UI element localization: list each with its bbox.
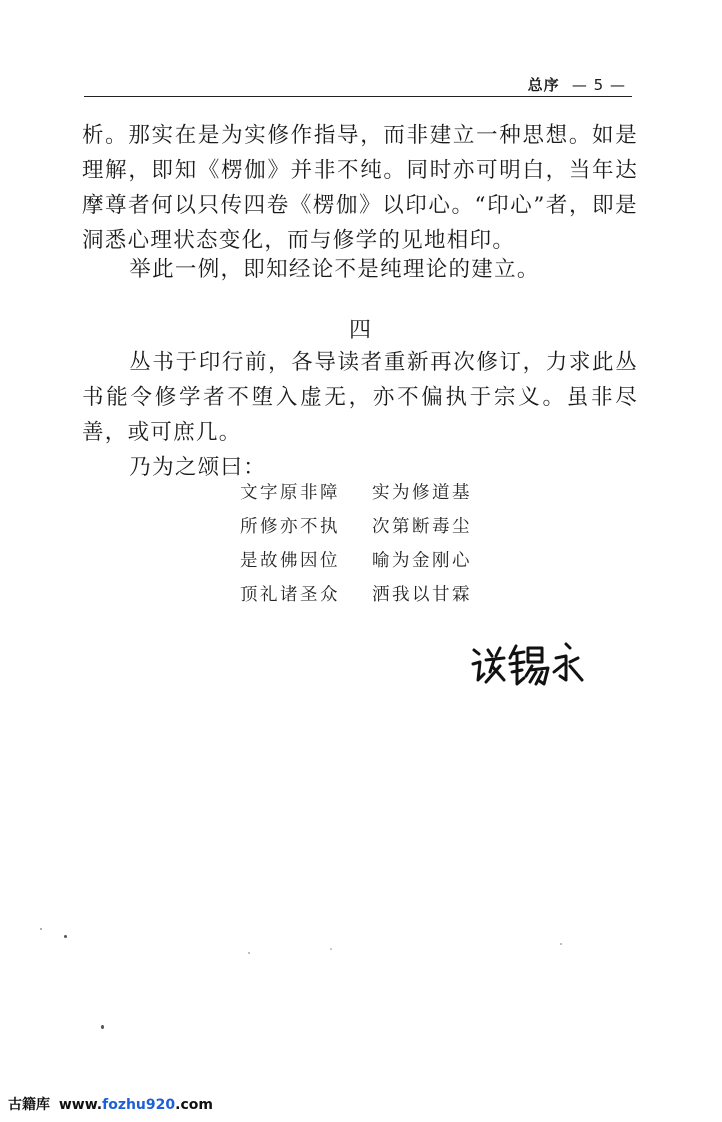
verse-line [240,476,500,510]
scan-speck [101,1025,104,1029]
footer-url: www.fozhu920.com [58,1097,213,1113]
paragraph-text: 丛书于印行前，各导读者重新再次修订，力求此丛书能令修学者不堕入虚无，亦不偏执于宗义。虽非尽善，或可庶几。 [82,350,638,445]
paragraph-text: 举此一例，即知经论不是纯理论的建立。 [129,257,540,282]
paragraph-text: 析。那实在是为实修作指导，而非建立一种思想。如是理解，即知《楞伽》并非不纯。同时亦可明白，当年达摩尊者何以只传四卷《楞伽》以印心。“印心”者，即是洞悉心理状态变化，而与修学的见地相印。 [82,123,638,253]
scan-speck [330,948,332,950]
verse-right: 喻为金刚心 [372,551,472,571]
verse-right: 实为修道基 [372,483,472,503]
page-number: — 5 — [571,76,626,94]
footer-label: 古籍库 [8,1097,50,1113]
verse-left: 是故佛因位 [240,551,340,571]
handwritten-signature [470,636,590,696]
verse-line [240,544,500,578]
section-number: 四 [348,318,373,343]
running-head [528,74,626,95]
scan-speck [64,935,67,938]
paragraph-continuation [82,118,638,258]
paragraph-text: 乃为之颂曰： [129,455,267,480]
scan-speck [248,952,250,954]
footer-watermark [8,1094,213,1114]
verse-right: 次第断毒尘 [372,517,472,537]
paragraph-revision [82,345,638,450]
verse-line [240,578,500,612]
verse-left: 顶礼诸圣众 [240,585,340,605]
verse-right: 洒我以甘霖 [372,585,472,605]
page-header [84,74,632,97]
verse-block [240,476,500,612]
scan-speck [560,943,562,945]
scan-speck [40,928,42,930]
verse-left: 文字原非障 [240,483,340,503]
verse-line [240,510,500,544]
verse-left: 所修亦不执 [240,517,340,537]
paragraph-example [82,252,638,287]
section-title: 总序 [527,76,560,94]
